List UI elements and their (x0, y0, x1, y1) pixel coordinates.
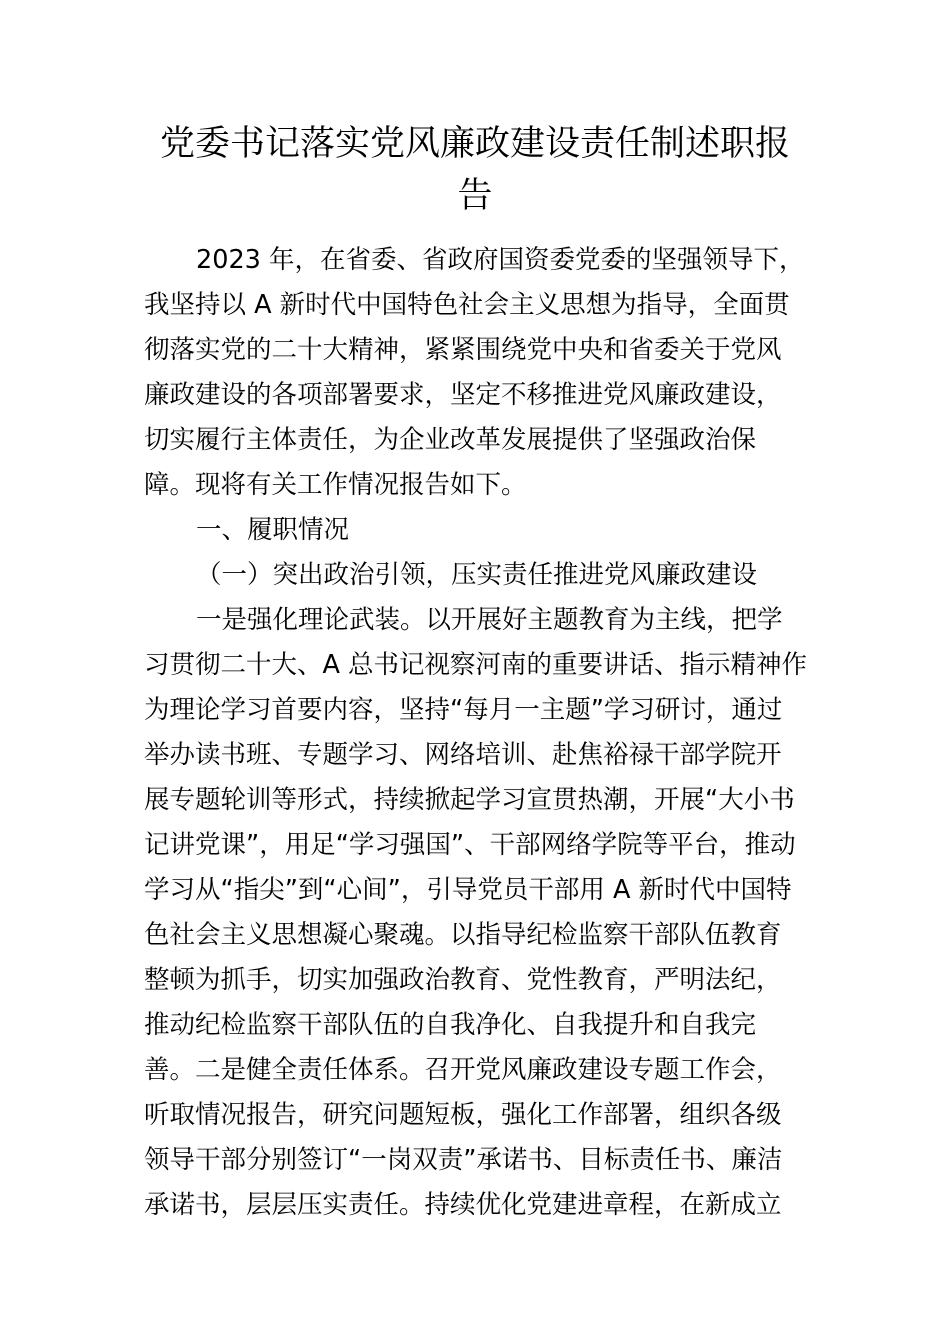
body-line-19: 善。二是健全责任体系。召开党风廉政建设专题工作会， (144, 1055, 782, 1085)
body-line-22: 承诺书，层层压实责任。持续优化党建进章程，在新成立 (144, 1190, 782, 1220)
body-line-1: 2023 年，在省委、省政府国资委党委的坚强领导下， (196, 245, 805, 275)
body-line-9: 一是强化理论武装。以开展好主题教育为主线，把学 (196, 605, 783, 635)
body-line-16: 色社会主义思想凝心聚魂。以指导纪检监察干部队伍教育 (144, 920, 782, 950)
body-line-5: 切实履行主体责任，为企业改革发展提供了坚强政治保 (144, 425, 757, 455)
body-line-18: 推动纪检监察干部队伍的自我净化、自我提升和自我完 (144, 1010, 757, 1040)
body-line-4: 廉政建设的各项部署要求，坚定不移推进党风廉政建设， (144, 380, 782, 410)
body-line-21: 领导干部分别签订“一岗双责”承诺书、目标责任书、廉洁 (144, 1145, 783, 1175)
body-line-15: 学习从“指尖”到“心间”，引导党员干部用 A 新时代中国特 (144, 875, 792, 905)
body-line-20: 听取情况报告，研究问题短板，强化工作部署，组织各级 (144, 1100, 782, 1130)
body-line-6: 障。现将有关工作情况报告如下。 (144, 470, 527, 500)
body-line-14: 记讲党课”，用足“学习强国”、干部网络学院等平台，推动 (144, 830, 796, 860)
document-title (140, 118, 810, 222)
title-line-1: 党委书记落实党风廉政建设责任制述职报 (159, 124, 790, 164)
body-line-11: 为理论学习首要内容，坚持“每月一主题”学习研讨，通过 (144, 695, 783, 725)
body-line-10: 习贯彻二十大、A 总书记视察河南的重要讲话、指示精神作 (144, 650, 808, 680)
section-heading: 一、履职情况 (196, 515, 350, 545)
body-line-12: 举办读书班、专题学习、网络培训、赴焦裕禄干部学院开 (144, 740, 782, 770)
body-line-17: 整顿为抓手，切实加强政治教育、党性教育，严明法纪， (144, 965, 782, 995)
body-line-3: 彻落实党的二十大精神，紧紧围绕党中央和省委关于党风 (144, 335, 782, 365)
subsection-heading: （一）突出政治引领，压实责任推进党风廉政建设 (196, 560, 758, 590)
body-line-13: 展专题轮训等形式，持续掀起学习宣贯热潮，开展“大小书 (144, 785, 795, 815)
title-line-2: 告 (457, 176, 493, 216)
body-line-2: 我坚持以 A 新时代中国特色社会主义思想为指导，全面贯 (144, 290, 790, 320)
